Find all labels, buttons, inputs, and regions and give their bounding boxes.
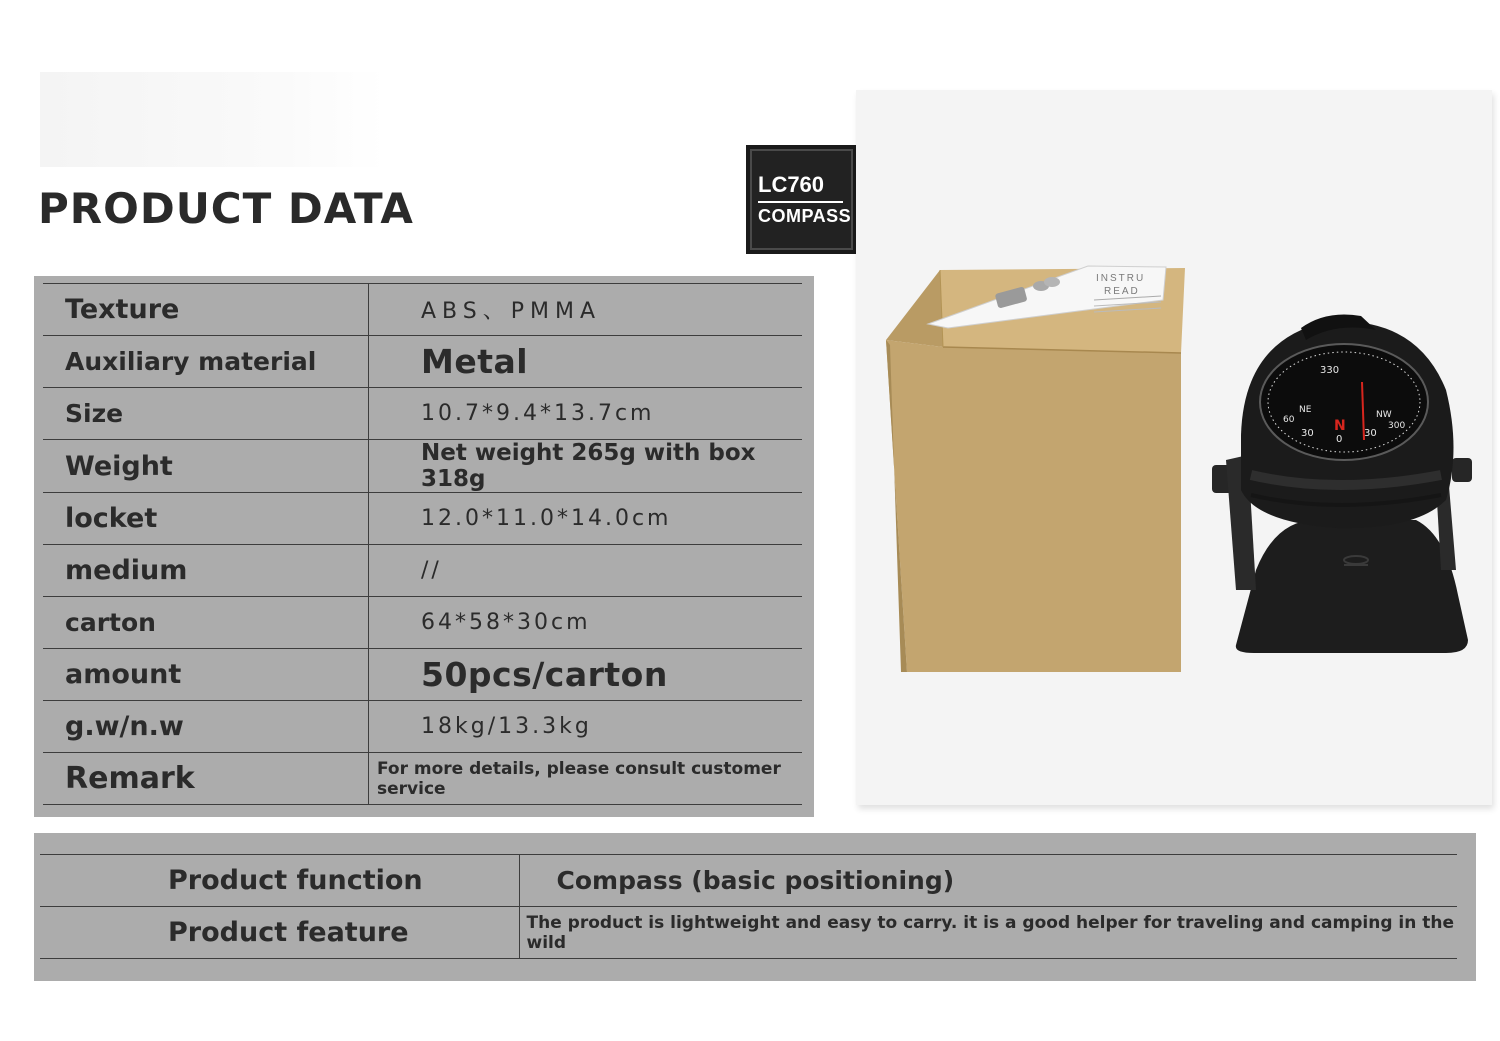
spec-label-weight: Weight	[43, 440, 369, 493]
product-illustration	[856, 90, 1492, 805]
table-row	[43, 284, 802, 336]
dial-label-30-right: 30	[1364, 428, 1377, 439]
spec-value-weight: Net weight 265g with box 318g	[369, 440, 803, 493]
spec-value-texture: ABS、PMMA	[369, 284, 803, 336]
product-photo	[856, 90, 1492, 805]
spec-label-auxiliary: Auxiliary material	[43, 336, 369, 388]
model-badge	[746, 145, 857, 254]
compass-unit	[1212, 315, 1472, 654]
model-code: LC760	[758, 172, 843, 203]
dial-label-330: 330	[1320, 365, 1340, 376]
page-title: PRODUCT DATA	[38, 184, 414, 233]
spec-label-carton: carton	[43, 597, 369, 649]
cardboard-box	[886, 268, 1185, 672]
dial-label-300: 300	[1388, 421, 1406, 431]
spec-value-auxiliary: Metal	[369, 336, 803, 388]
dial-label-30-left: 30	[1301, 428, 1314, 439]
spec-value-remark: For more details, please consult customer service	[369, 753, 803, 805]
dial-label-0: 0	[1336, 434, 1343, 445]
spec-table-panel	[34, 276, 814, 817]
model-type: COMPASS	[758, 206, 852, 226]
table-row	[43, 597, 802, 649]
function-table-panel	[34, 833, 1476, 981]
table-row	[43, 440, 802, 493]
spec-label-remark: Remark	[43, 753, 369, 805]
faded-banner	[40, 72, 385, 167]
table-row	[43, 545, 802, 597]
dial-label-n: N	[1334, 418, 1346, 434]
spec-value-gwnw: 18kg/13.3kg	[369, 701, 803, 753]
spec-label-texture: Texture	[43, 284, 369, 336]
spec-label-medium: medium	[43, 545, 369, 597]
function-label: Product function	[40, 855, 519, 907]
manual-text-1: INSTRU	[1096, 273, 1146, 284]
spec-label-size: Size	[43, 388, 369, 440]
spec-value-locket: 12.0*11.0*14.0cm	[369, 493, 803, 545]
dial-label-ne: NE	[1299, 405, 1312, 415]
table-row	[43, 753, 802, 805]
table-row	[43, 388, 802, 440]
spec-value-carton: 64*58*30cm	[369, 597, 803, 649]
spec-table	[43, 283, 802, 805]
dial-label-60: 60	[1283, 415, 1295, 425]
table-row	[40, 855, 1457, 907]
table-row	[43, 649, 802, 701]
spec-label-locket: locket	[43, 493, 369, 545]
feature-value: The product is lightweight and easy to carry. it is a good helper for traveling and camping in the wild	[519, 907, 1457, 959]
spec-value-medium: //	[369, 545, 803, 597]
table-row	[43, 336, 802, 388]
function-value: Compass (basic positioning)	[519, 855, 1457, 907]
spec-value-amount: 50pcs/carton	[369, 649, 803, 701]
spec-label-amount: amount	[43, 649, 369, 701]
function-table	[40, 854, 1457, 959]
table-row	[43, 493, 802, 545]
table-row	[43, 701, 802, 753]
dial-label-nw: NW	[1376, 410, 1392, 420]
feature-label: Product feature	[40, 907, 519, 959]
manual-text-2: READ	[1104, 286, 1140, 297]
table-row	[40, 907, 1457, 959]
spec-value-size: 10.7*9.4*13.7cm	[369, 388, 803, 440]
spec-label-gwnw: g.w/n.w	[43, 701, 369, 753]
